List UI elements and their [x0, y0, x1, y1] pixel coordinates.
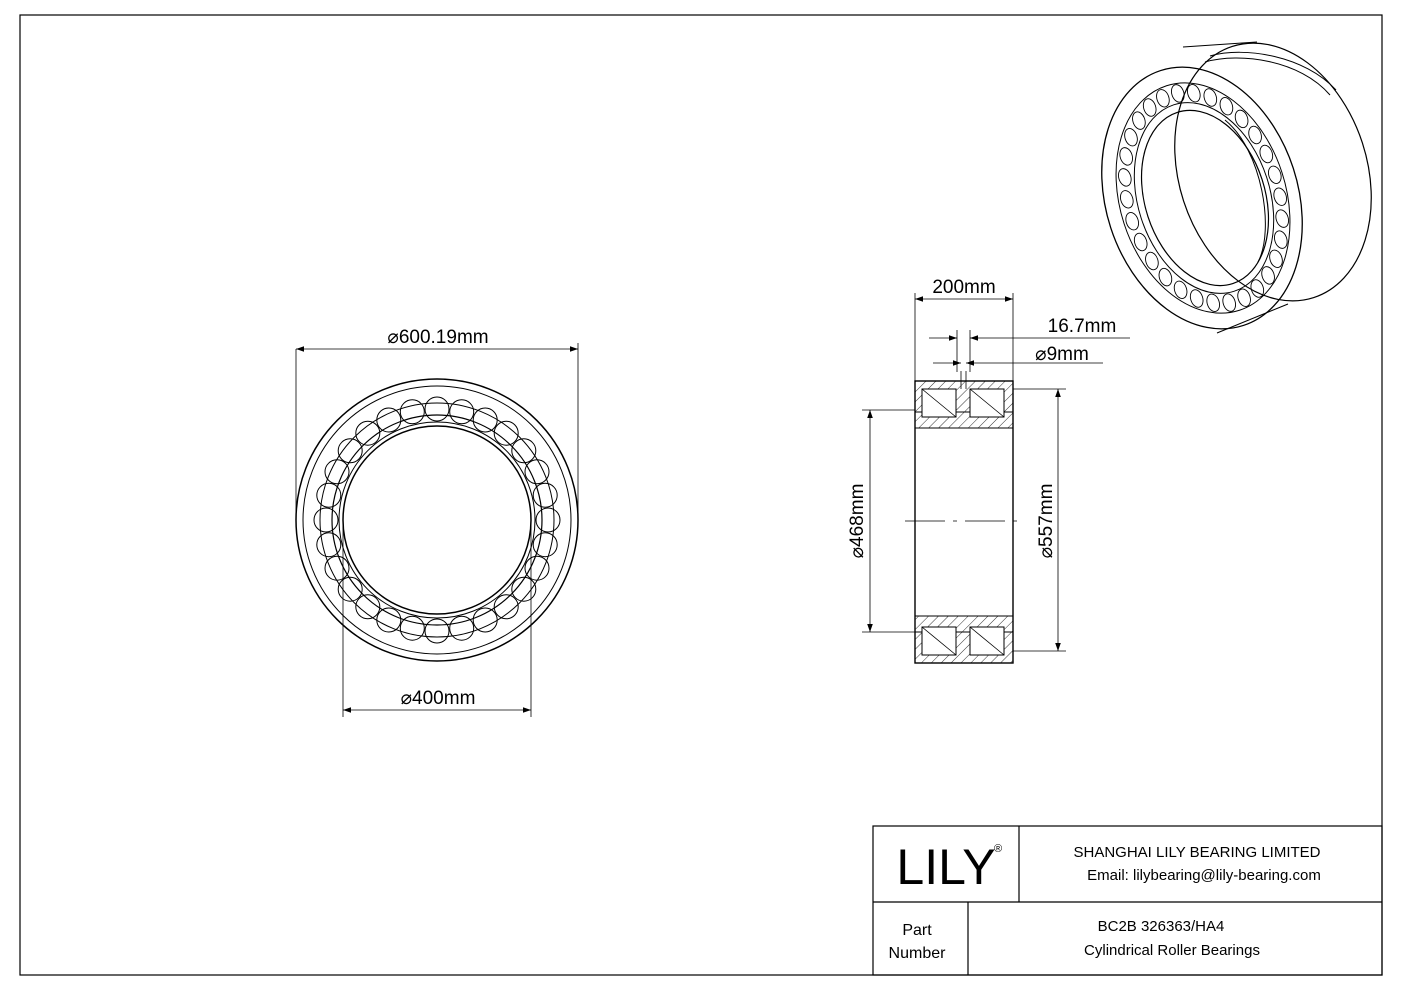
roller — [325, 460, 349, 484]
iso-front-outer — [1069, 41, 1334, 355]
iso-roller — [1274, 208, 1291, 229]
iso-roller — [1118, 146, 1135, 167]
roller — [536, 508, 560, 532]
bore-circle — [343, 426, 531, 614]
iso-roller — [1221, 292, 1238, 313]
iso-bore — [1120, 94, 1290, 302]
iso-front-race-outer — [1088, 60, 1319, 336]
roller — [377, 408, 401, 432]
D1-label: ⌀557mm — [1036, 483, 1057, 559]
registered-mark: ® — [993, 843, 1003, 855]
company-email: Email: lilybearing@lily-bearing.com — [1087, 867, 1321, 884]
roller — [425, 397, 449, 421]
dim-outer-diameter — [296, 343, 578, 520]
roller — [450, 616, 474, 640]
iso-roller — [1116, 167, 1133, 188]
roller — [450, 400, 474, 424]
sheet-border — [20, 15, 1382, 975]
front-view — [296, 379, 578, 661]
outer-race — [320, 403, 554, 637]
iso-roller — [1233, 108, 1250, 129]
part-description: Cylindrical Roller Bearings — [1084, 942, 1260, 959]
groove-width-label: 16.7mm — [1047, 316, 1117, 337]
iso-roller — [1154, 88, 1171, 109]
roller — [533, 533, 557, 557]
roller — [325, 556, 349, 580]
d1-label: ⌀468mm — [847, 483, 868, 559]
dim-width — [915, 293, 1013, 381]
roller — [377, 608, 401, 632]
roller — [525, 460, 549, 484]
width-label: 200mm — [932, 277, 996, 298]
iso-roller — [1169, 83, 1186, 104]
part-label-line1: Part — [902, 922, 932, 939]
bore-label: ⌀400mm — [400, 688, 476, 709]
hole-diameter-label: ⌀9mm — [1035, 344, 1089, 365]
company-logo: LILY — [896, 839, 996, 895]
iso-roller — [1118, 189, 1135, 210]
iso-roller — [1141, 97, 1158, 118]
iso-roller — [1247, 125, 1264, 146]
roller — [314, 508, 338, 532]
iso-front-race-inner — [1111, 84, 1297, 311]
iso-roller-set — [1116, 83, 1290, 313]
outer-diameter-label: ⌀600.19mm — [387, 327, 489, 348]
inner-ring-inner — [339, 422, 535, 618]
inner-race — [332, 415, 542, 625]
iso-roller — [1123, 127, 1140, 148]
iso-roller — [1236, 287, 1253, 308]
roller — [525, 556, 549, 580]
company-name: SHANGHAI LILY BEARING LIMITED — [1073, 844, 1321, 861]
roller — [533, 483, 557, 507]
roller — [400, 616, 424, 640]
isometric-view — [1069, 17, 1403, 355]
section-view — [905, 371, 1023, 663]
roller — [425, 619, 449, 643]
roller — [317, 483, 341, 507]
iso-roller — [1130, 110, 1147, 131]
roller — [400, 400, 424, 424]
roller — [473, 608, 497, 632]
part-number: BC2B 326363/HA4 — [1097, 918, 1225, 935]
roller — [473, 408, 497, 432]
part-label-line2: Number — [888, 945, 946, 962]
iso-roller — [1205, 292, 1222, 313]
iso-roller — [1272, 229, 1289, 250]
roller — [317, 533, 341, 557]
iso-roller — [1124, 211, 1141, 232]
roller-set — [314, 397, 560, 643]
